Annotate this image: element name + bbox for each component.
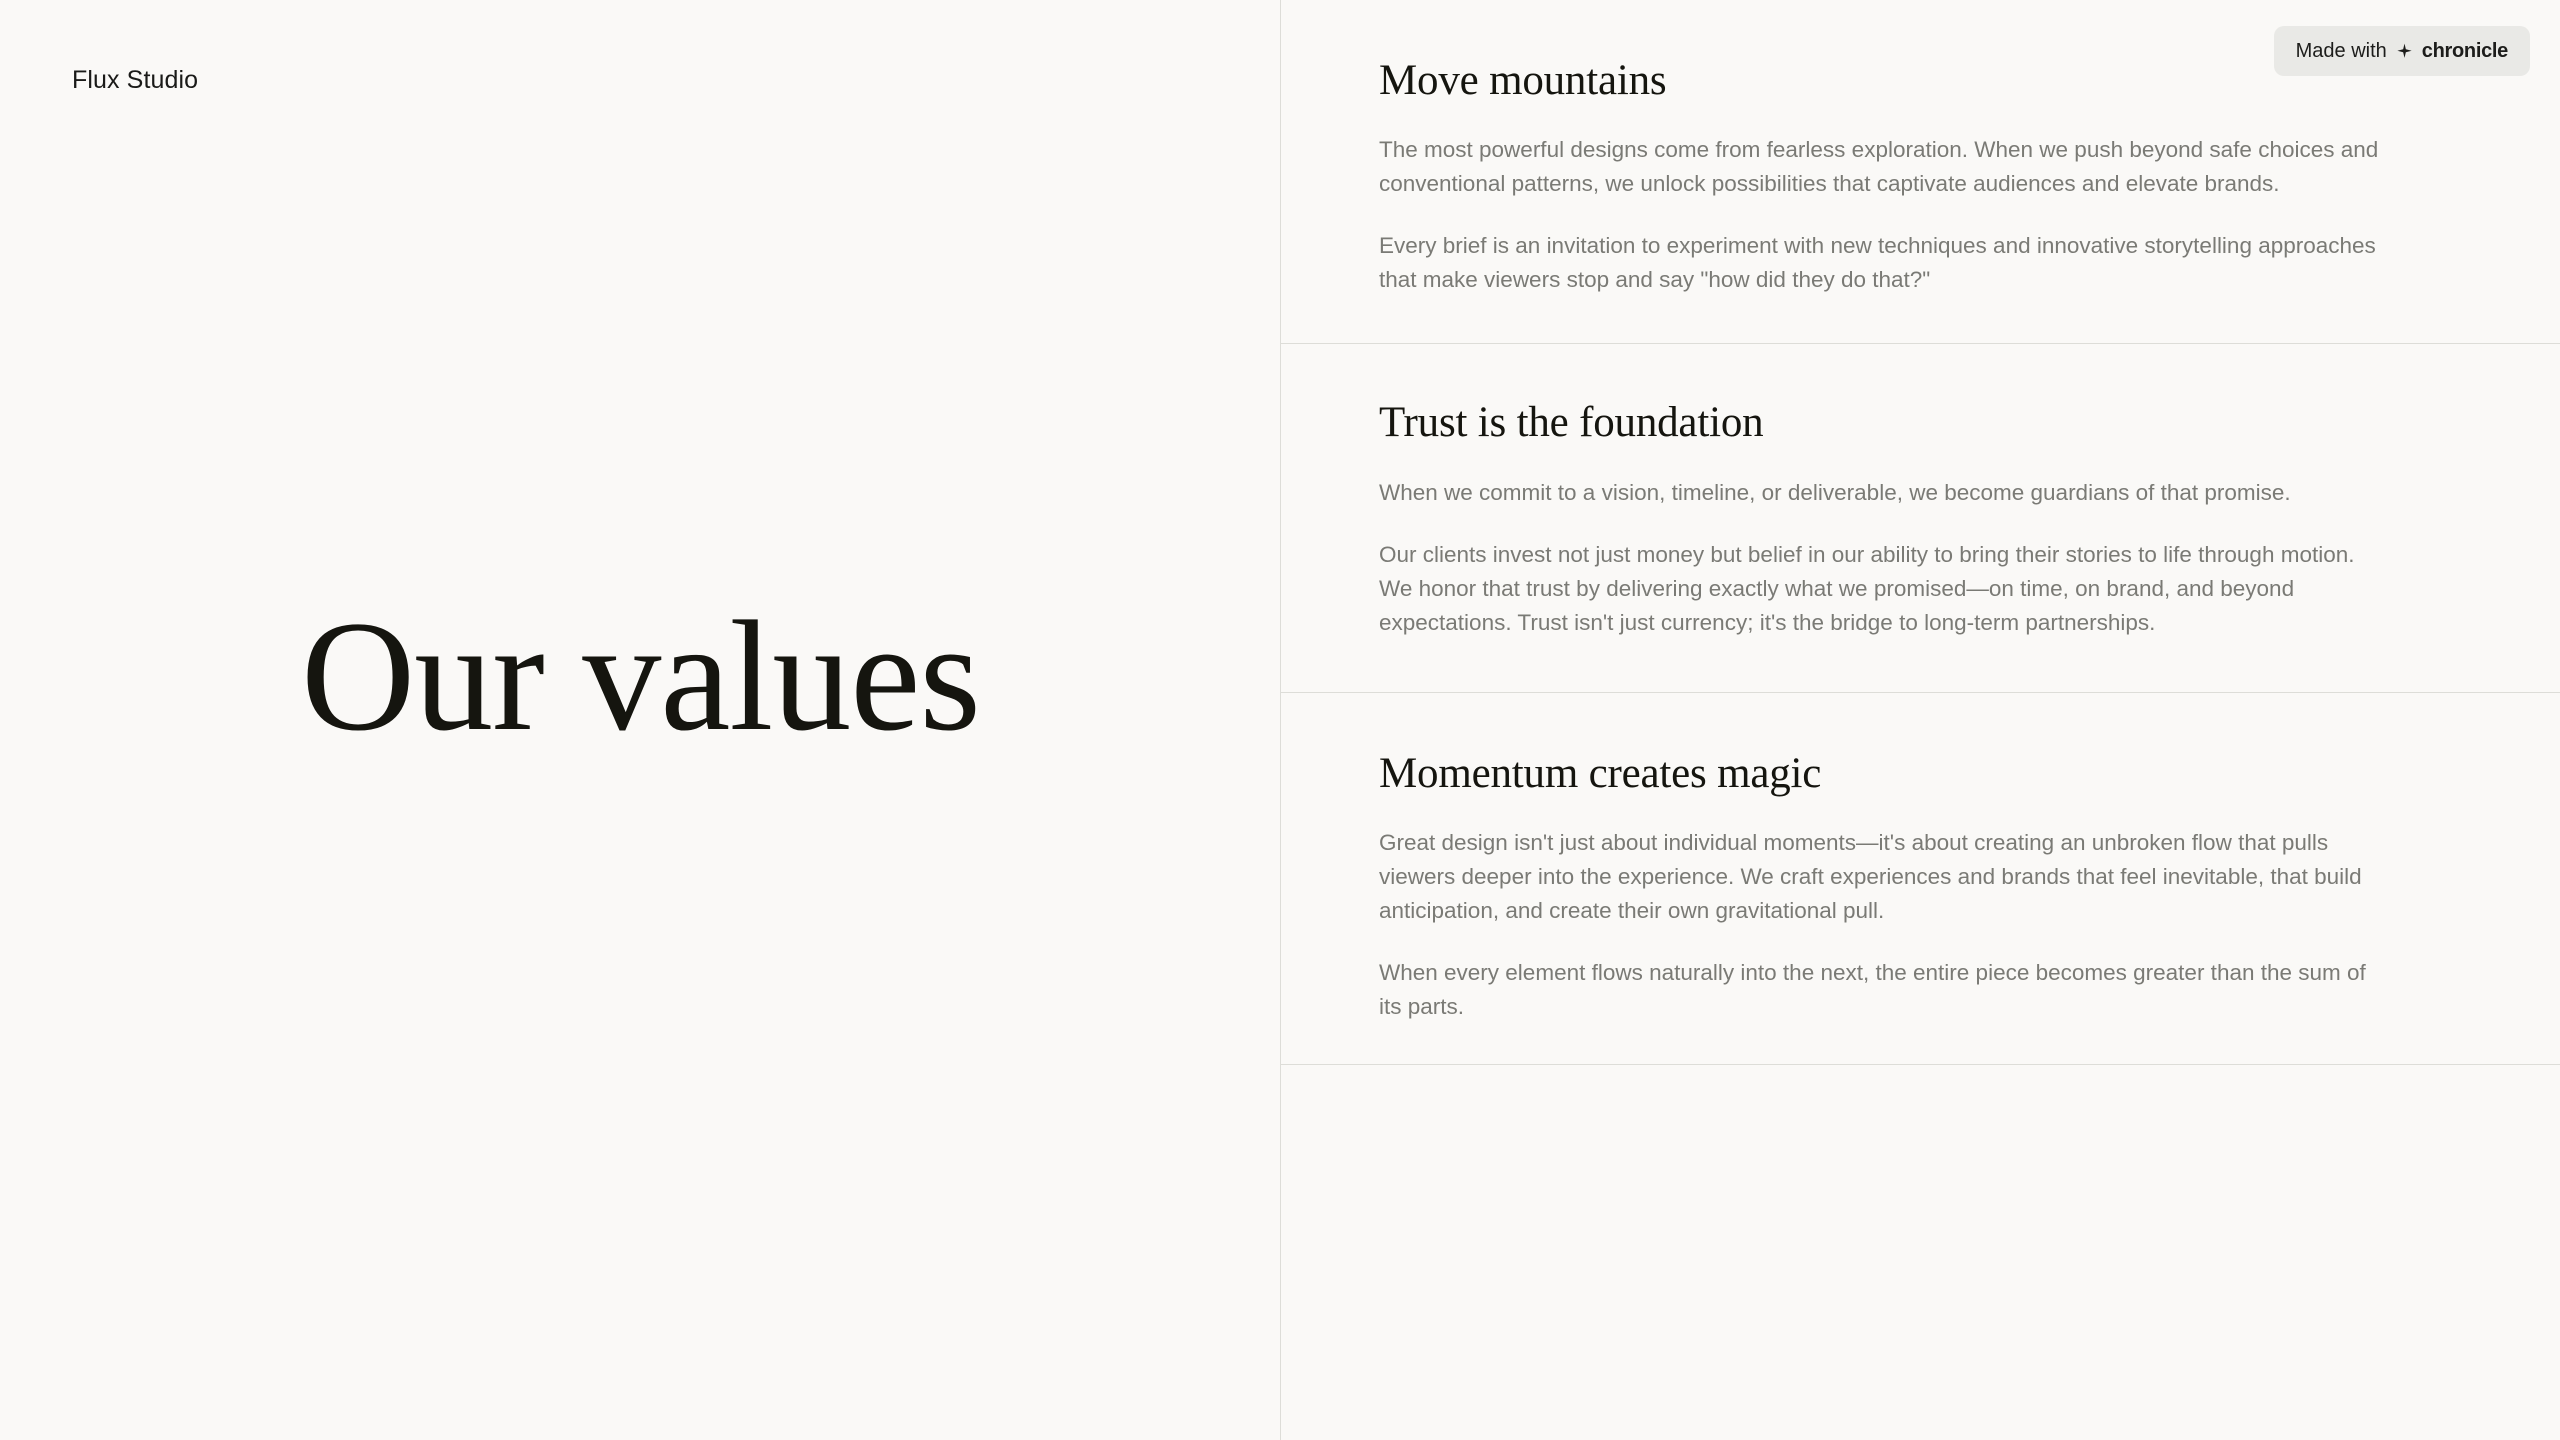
value-paragraph: When every element flows naturally into the next, the entire piece becomes greater than the sum of its parts. xyxy=(1379,960,2366,1020)
value-paragraph: Great design isn't just about individual moments—it's about creating an unbroken flow that pulls viewers deeper into the experience. We craft experiences and brands that feel inevitable, that build anticipation, and create their own gravitational pull. xyxy=(1379,830,2362,924)
value-section xyxy=(1281,693,2560,1065)
page-title: Our values xyxy=(301,589,980,765)
value-paragraph: When we commit to a vision, timeline, or deliverable, we become guardians of that promise. xyxy=(1379,479,2291,505)
made-with-chronicle-badge[interactable] xyxy=(2274,26,2530,76)
value-section xyxy=(1281,344,2560,692)
value-paragraph: Our clients invest not just money but belief in our ability to bring their stories to life through motion. We honor that trust by delivering exactly what we promised—on time, on brand, and beyond expectations. Trust isn't just currency; it's the bridge to long-term partnerships. xyxy=(1379,541,2355,635)
value-paragraph: Every brief is an invitation to experiment with new techniques and innovative storytelling approaches that make viewers stop and say "how did they do that?" xyxy=(1379,233,2376,293)
badge-product-name: chronicle xyxy=(2421,39,2508,62)
slide-right-panel xyxy=(1281,0,2560,1440)
sparkle-icon xyxy=(2395,42,2414,61)
value-title: Trust is the foundation xyxy=(1379,399,1764,447)
value-title: Move mountains xyxy=(1379,57,1667,104)
value-title: Momentum creates magic xyxy=(1379,749,1822,797)
brand-name: Flux Studio xyxy=(72,66,199,94)
badge-made-with-label: Made with xyxy=(2295,39,2387,62)
value-paragraph: The most powerful designs come from fearless exploration. When we push beyond safe choices and conventional patterns, we unlock possibilities that captivate audiences and elevate brands. xyxy=(1379,137,2379,197)
